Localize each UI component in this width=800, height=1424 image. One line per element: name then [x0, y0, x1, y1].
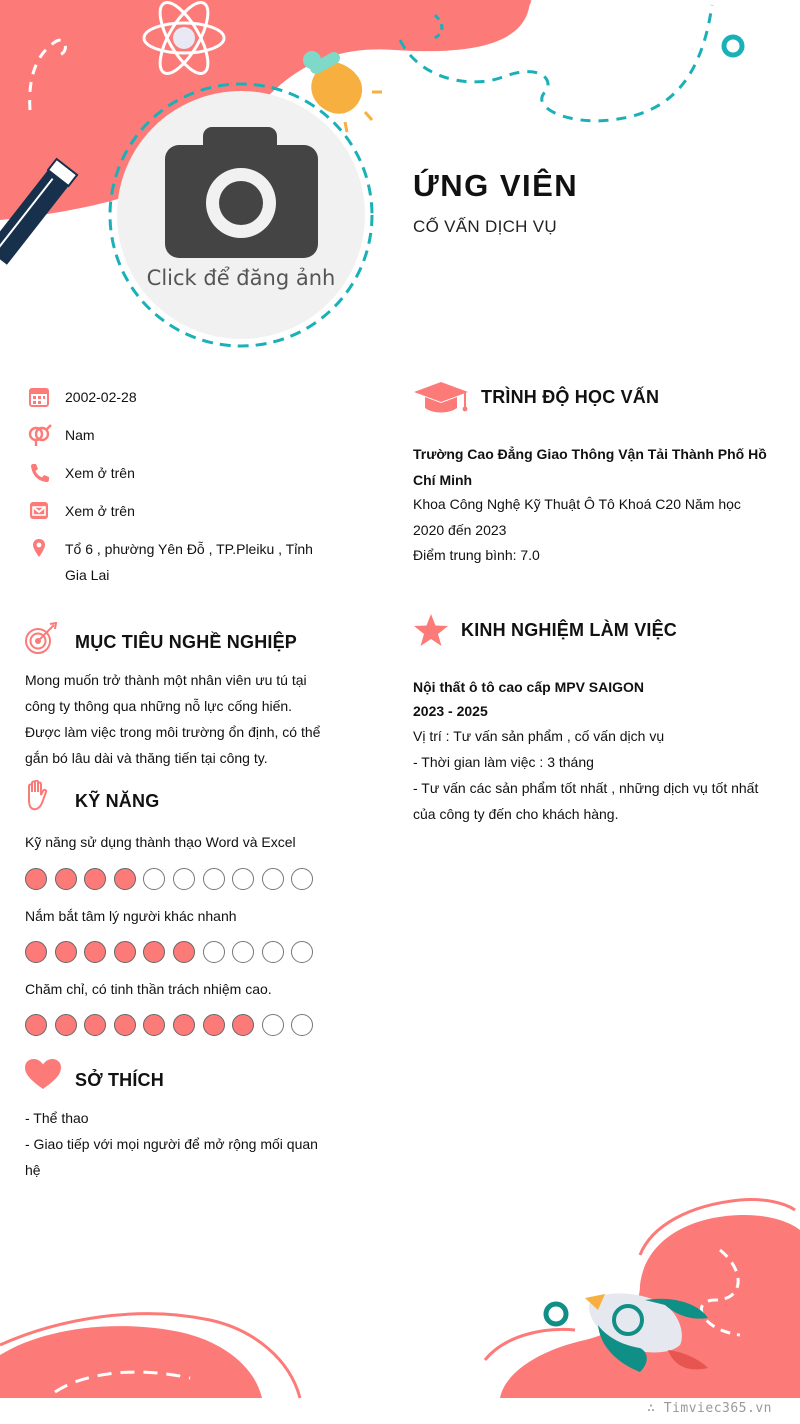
hand-icon	[24, 780, 50, 812]
rating-dot-filled	[25, 941, 47, 963]
star-icon	[413, 613, 449, 647]
graduation-cap-icon	[413, 380, 469, 416]
rating-dot-filled	[203, 1014, 225, 1036]
education-gpa: Điểm trung bình: 7.0	[413, 547, 540, 563]
rating-dot-empty	[173, 868, 195, 890]
rating-dot-filled	[114, 868, 136, 890]
candidate-position: CỐ VẤN DỊCH VỤ	[413, 217, 557, 236]
camera-icon	[165, 127, 318, 258]
skill-label: Kỹ năng sử dụng thành thạo Word và Excel	[25, 834, 296, 850]
rating-dot-filled	[25, 868, 47, 890]
rating-dot-empty	[262, 941, 284, 963]
objective-title: MỤC TIÊU NGHỀ NGHIỆP	[75, 632, 298, 652]
calendar-icon	[25, 386, 53, 408]
gender-icon	[25, 424, 53, 446]
rating-dot-empty	[203, 868, 225, 890]
rating-dot-filled	[173, 941, 195, 963]
rating-dot-filled	[114, 941, 136, 963]
rating-dot-filled	[55, 1014, 77, 1036]
experience-company: Nội thất ô tô cao cấp MPV SAIGON	[413, 679, 645, 695]
skill-label: Nắm bắt tâm lý người khác nhanh	[25, 908, 237, 924]
skills-title: KỸ NĂNG	[75, 791, 160, 811]
experience-line: - Tư vấn các sản phẩm tốt nhất , những dịch vụ tốt nhất của công ty đến cho khách hàng.	[413, 780, 759, 822]
rating-dot-filled	[173, 1014, 195, 1036]
education-school: Trường Cao Đẳng Giao Thông Vận Tải Thành Phố Hồ Chí Minh	[413, 446, 767, 488]
candidate-name: ỨNG VIÊN	[413, 168, 579, 203]
experience-period: 2023 - 2025	[413, 703, 488, 719]
hobby-item: - Thể thao	[25, 1110, 89, 1126]
phone-icon	[25, 462, 53, 484]
rating-dot-filled	[55, 868, 77, 890]
email-icon	[25, 500, 53, 522]
upload-photo-label[interactable]: Click để đăng ảnh	[146, 266, 336, 290]
hobby-item: - Giao tiếp với mọi người để mở rộng mối quan hệ	[25, 1136, 318, 1178]
rating-dot-empty	[203, 941, 225, 963]
rating-dot-filled	[25, 1014, 47, 1036]
experience-title: KINH NGHIỆM LÀM VIỆC	[461, 620, 678, 640]
hobbies-title: SỞ THÍCH	[75, 1070, 164, 1090]
education-title: TRÌNH ĐỘ HỌC VẤN	[481, 387, 660, 407]
education-detail: Khoa Công Nghệ Kỹ Thuật Ô Tô Khoá C20 Năm học 2020 đến 2023	[413, 496, 741, 538]
objective-text: Mong muốn trở thành một nhân viên ưu tú tại công ty thông qua những nỗ lực cống hiến. Được làm việc trong môi trường ổn định, có thể gắn bó lâu dài và thăng tiến tại công ty.	[25, 672, 321, 766]
rating-dot-filled	[114, 1014, 136, 1036]
location-icon	[25, 538, 53, 560]
watermark: ∴ Timviec365.vn	[647, 1401, 772, 1416]
skill-label: Chăm chỉ, có tinh thần trách nhiệm cao.	[25, 981, 272, 997]
heart-icon	[24, 1058, 62, 1090]
rating-dot-filled	[55, 941, 77, 963]
experience-line: Vị trí : Tư vấn sản phẩm , cố vấn dịch vụ	[413, 728, 665, 744]
experience-line: - Thời gian làm việc : 3 tháng	[413, 754, 594, 770]
target-icon	[24, 622, 58, 656]
rating-dot-empty	[262, 1014, 284, 1036]
rating-dot-empty	[262, 868, 284, 890]
